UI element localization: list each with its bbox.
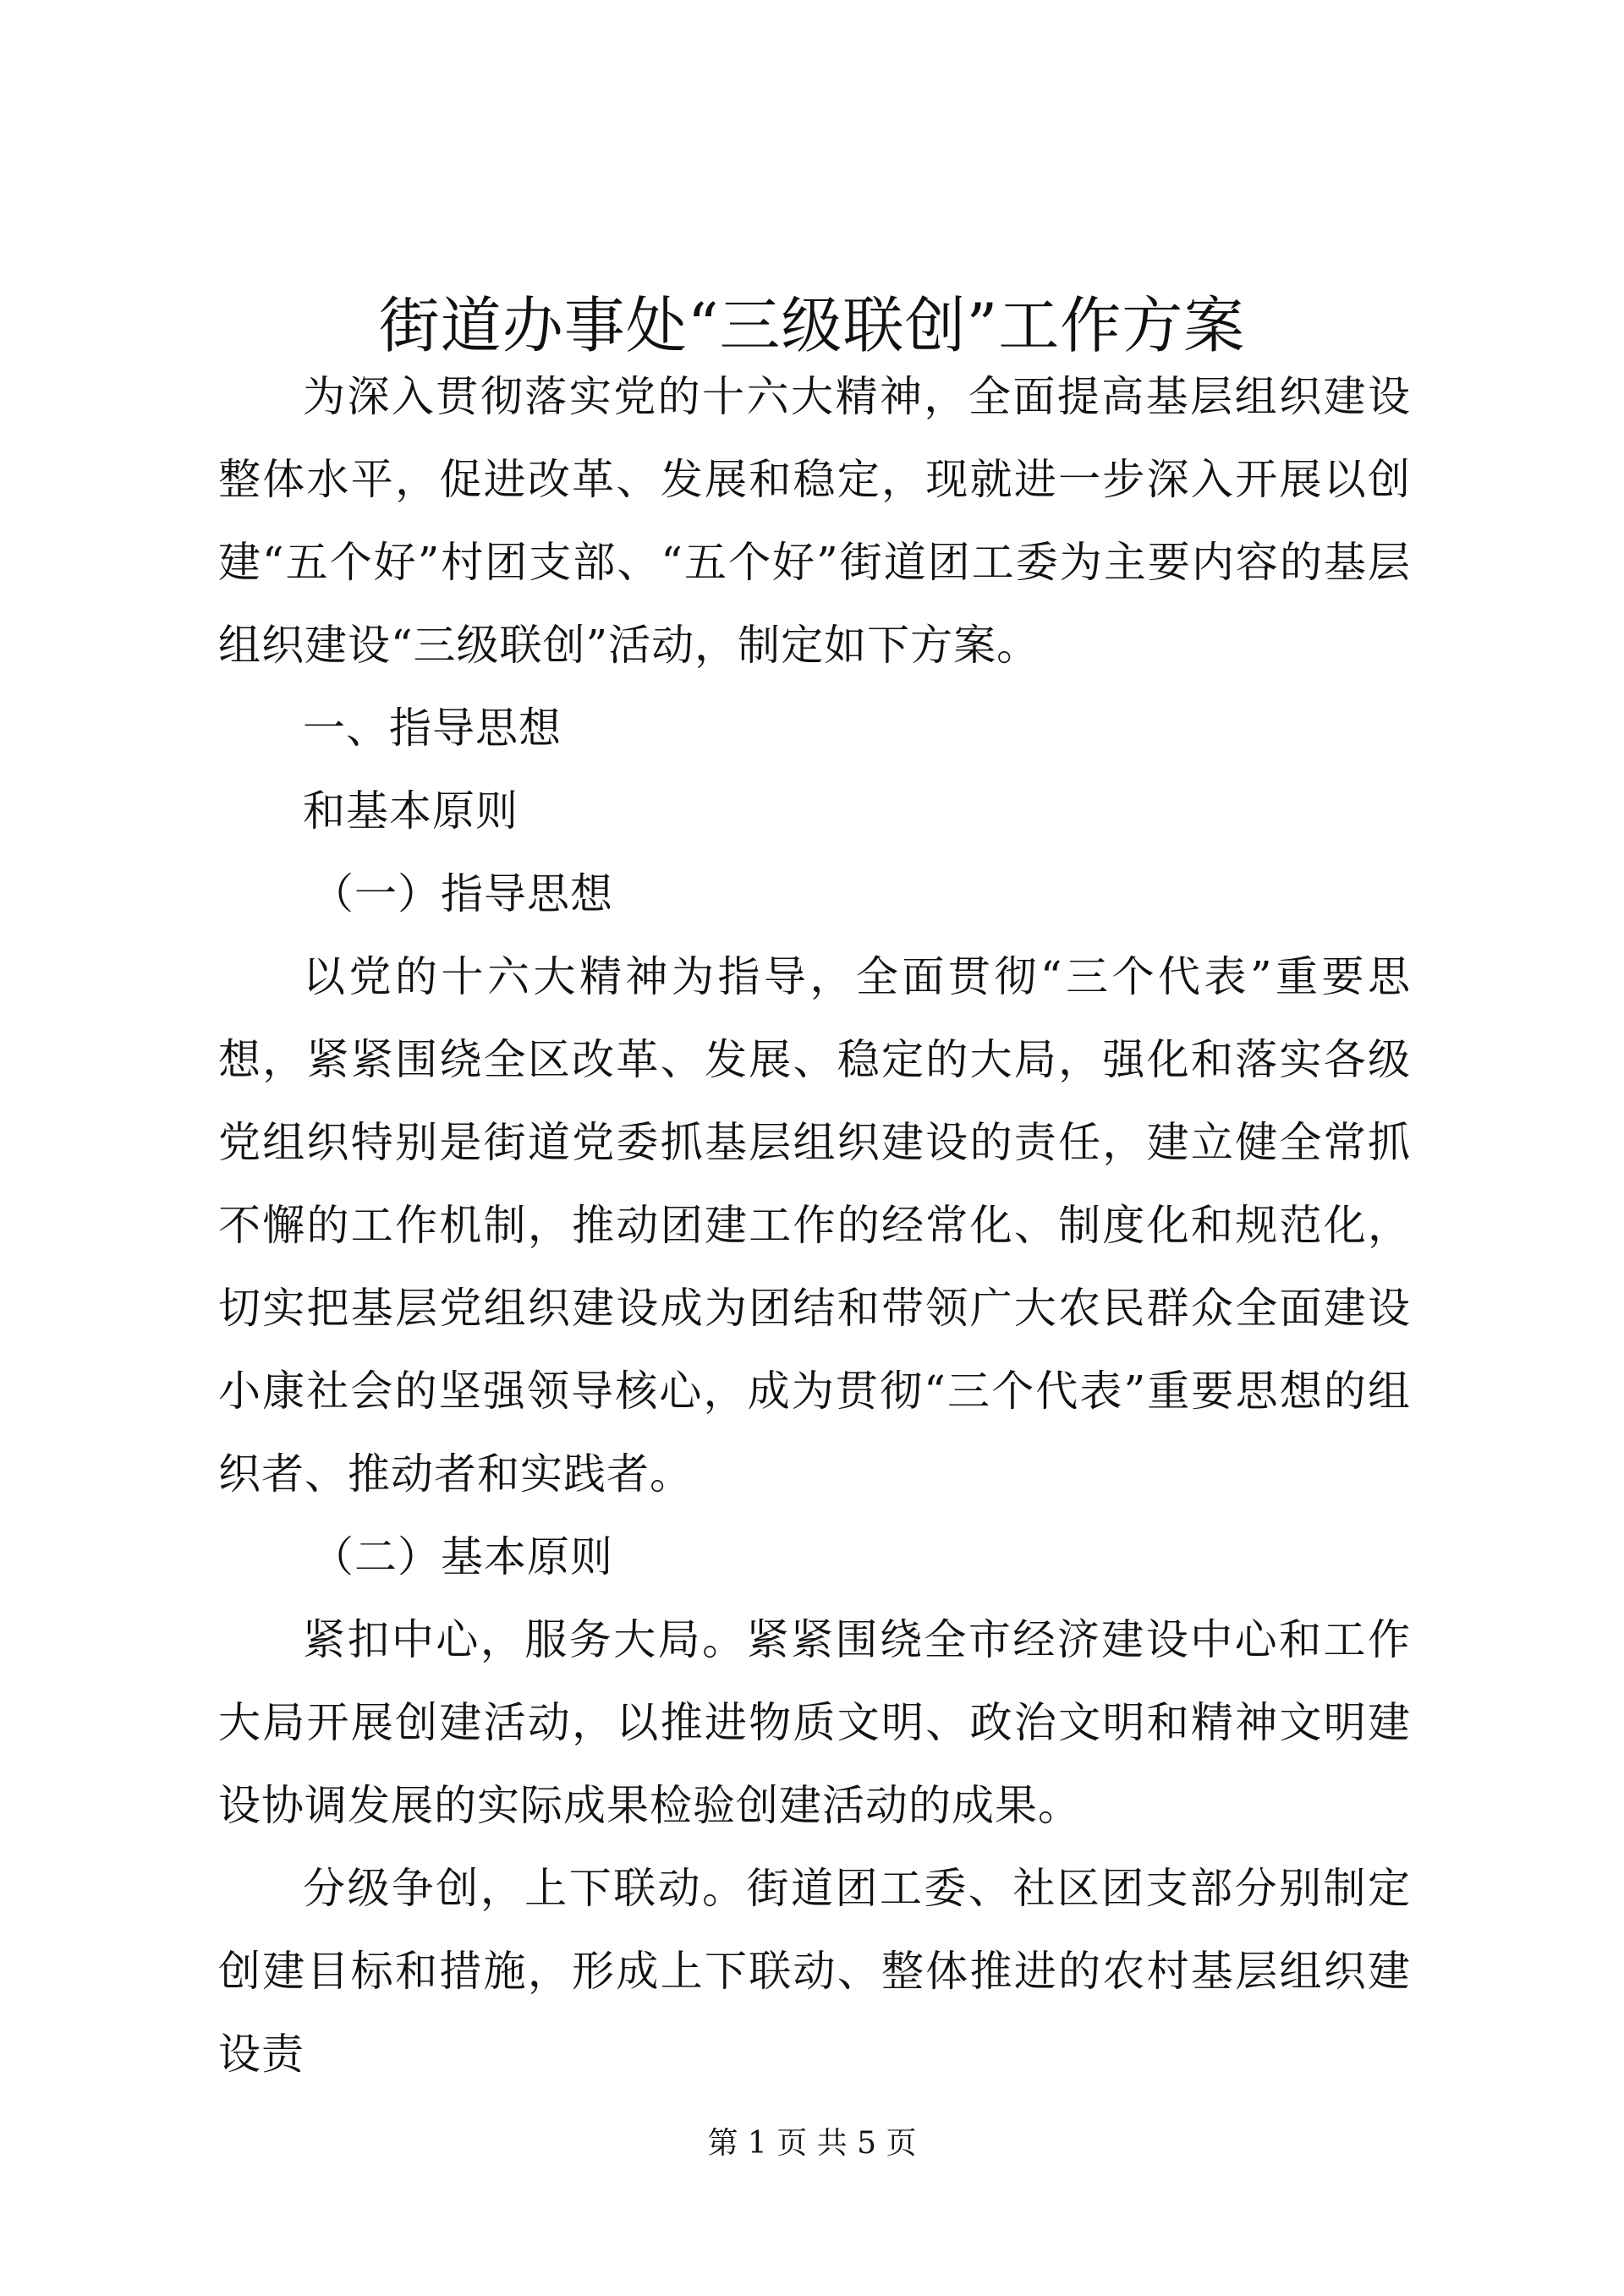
subsection-heading-guiding-thought: （一）指导思想 <box>311 869 613 918</box>
page-footer: 第 1 页 共 5 页 <box>707 2126 917 2161</box>
document-body <box>218 355 1411 2096</box>
subsection-heading-basic-principles: （二）基本原则 <box>311 1532 613 1581</box>
principle-paragraph-1: 紧扣中心，服务大局。紧紧围绕全市经济建设中心和工作大局开展创建活动，以推进物质文明、政治文明和精神文明建设协调发展的实际成果检验创建活动的成果。 <box>218 1615 1411 1830</box>
principle-paragraph-2: 分级争创，上下联动。街道团工委、社区团支部分别制定创建目标和措施，形成上下联动、整体推进的农村基层组织建设责 <box>218 1864 1411 2079</box>
document-title: 街道办事处“三级联创”工作方案 <box>378 290 1246 361</box>
intro-paragraph: 为深入贯彻落实党的十六大精神，全面提高基层组织建设整体水平，促进改革、发展和稳定，现就进一步深入开展以创建“五个好”村团支部、“五个好”街道团工委为主要内容的基层组织建设“三级联创”活动，制定如下方案。 <box>218 372 1411 670</box>
section-heading-1-continued: 和基本原则 <box>303 786 518 836</box>
guiding-thought-paragraph: 以党的十六大精神为指导，全面贯彻“三个代表”重要思想，紧紧围绕全区改革、发展、稳定的大局，强化和落实各级党组织特别是街道党委抓基层组织建设的责任，建立健全常抓不懈的工作机制，推动团建工作的经常化、制度化和规范化，切实把基层党组织建设成为团结和带领广大农民群众全面建设小康社会的坚强领导核心，成为贯彻“三个代表”重要思想的组织者、推动者和实践者。 <box>218 952 1411 1499</box>
section-heading-1: 一、指导思想 <box>303 704 562 753</box>
